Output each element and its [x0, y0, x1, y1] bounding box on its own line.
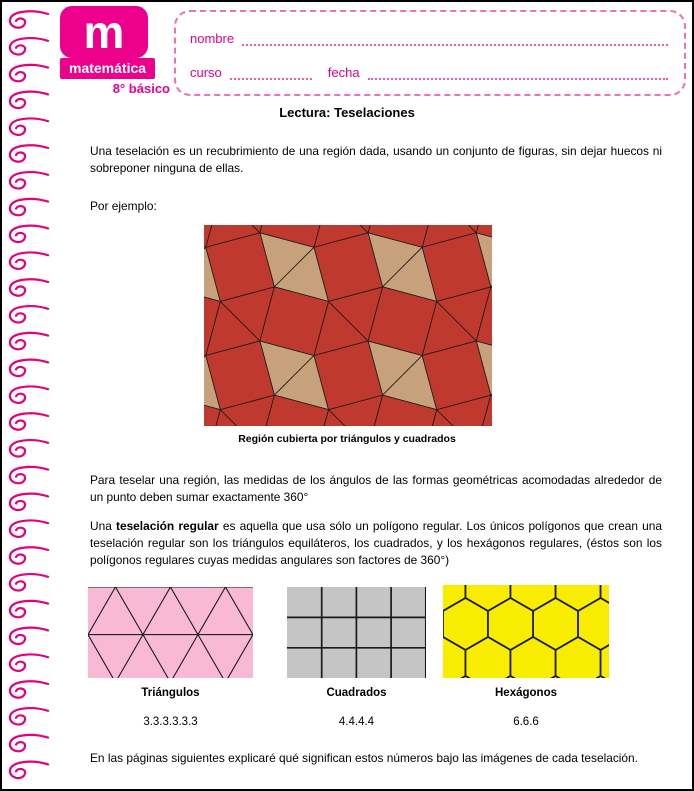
fecha-label: fecha — [327, 65, 360, 80]
spiral-binding-decoration — [2, 2, 56, 789]
nombre-label: nombre — [190, 31, 235, 46]
nombre-row — [190, 26, 668, 46]
page-title: Lectura: Teselaciones — [279, 105, 415, 120]
brand-grade-label: 8° básico — [112, 81, 170, 96]
hexagons-tiling-figure — [443, 585, 609, 678]
regular-tessellation-paragraph — [90, 518, 662, 569]
tiling-label-cuadrados: Cuadrados — [326, 687, 387, 699]
figure-caption: Región cubierta por triángulos y cuadrados — [238, 433, 456, 445]
example-label: Por ejemplo: — [90, 199, 157, 213]
regular-text-after: es aquella que usa sólo un polígono regular. Los únicos polígonos que crean una teselación regular son los triángulos equiláteros, los cuadrados, y los hexágonos regulares, (éstos son los polígonos regulares cuyas medidas angulares son factores de 360°) — [90, 519, 662, 567]
brand-logo-letter: m — [83, 6, 125, 58]
closing-paragraph: En las páginas siguientes explicaré qué significan estos números bajo las imágenes de cada teselación. — [90, 751, 638, 765]
regular-text-bold: teselación regular — [116, 519, 219, 533]
triangles-tiling-figure — [88, 587, 253, 678]
fecha-write-line — [368, 64, 668, 80]
tiling-code-triangles: 3.3.3.3.3.3 — [143, 716, 198, 728]
nombre-write-line — [242, 30, 668, 46]
tiling-code-hexagonos: 6.6.6 — [513, 716, 539, 728]
intro-paragraph: Una teselación es un recubrimiento de una región dada, usando un conjunto de figuras, sin dejar huecos ni sobreponer ninguna de ellas. — [90, 144, 662, 175]
curso-write-line — [230, 64, 312, 80]
student-info-box — [174, 10, 686, 96]
angles-paragraph: Para teselar una región, las medidas de los ángulos de las formas geométricas acomodadas alrededor de un punto deben sumar exactamente 360° — [90, 473, 662, 504]
squares-tiling-figure — [287, 587, 426, 678]
brand-wordmark: matemática — [60, 58, 155, 79]
curso-fecha-row — [190, 60, 668, 80]
regular-text-before: Una — [90, 519, 116, 533]
tiling-label-hexagonos: Hexágonos — [495, 687, 557, 699]
snub-square-tessellation-figure — [204, 225, 492, 426]
brand-logo — [60, 6, 148, 58]
curso-label: curso — [190, 65, 222, 80]
tiling-code-cuadrados: 4.4.4.4 — [338, 716, 375, 728]
tiling-label-triangles: Triángulos — [141, 687, 200, 699]
